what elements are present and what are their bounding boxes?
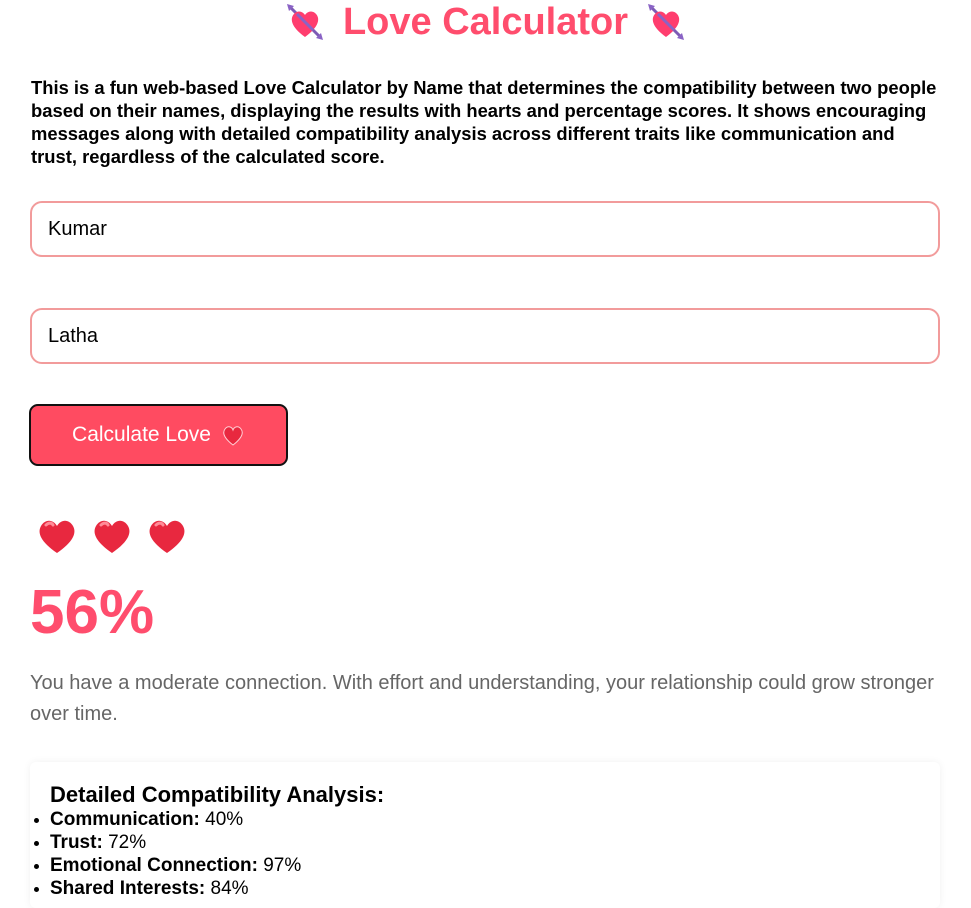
trait-value: 97% <box>263 855 302 876</box>
heart-with-arrow-icon <box>285 2 325 42</box>
heart-icon <box>146 515 188 555</box>
love-percentage: 56% <box>30 578 155 647</box>
second-name-input[interactable] <box>30 308 940 364</box>
trait-label: Communication: <box>50 809 200 830</box>
analysis-title: Detailed Compatibility Analysis: <box>50 782 385 807</box>
trait-label: Emotional Connection: <box>50 855 258 876</box>
calculate-love-label: Calculate Love <box>72 423 211 446</box>
result-hearts <box>36 515 188 555</box>
heart-with-arrow-icon <box>646 2 686 42</box>
trait-value: 72% <box>108 832 147 853</box>
trait-value: 84% <box>210 878 249 899</box>
trait-value: 40% <box>205 809 244 830</box>
list-item <box>50 831 301 854</box>
trait-label: Trust: <box>50 832 103 853</box>
first-name-input[interactable] <box>30 201 940 257</box>
compatibility-analysis <box>30 762 940 908</box>
heart-icon <box>36 515 78 555</box>
heart-icon <box>221 424 245 446</box>
page-title: Love Calculator <box>342 0 629 43</box>
description-text: This is a fun web-based Love Calculator by Name that determines the compatibility between two people based on their names, displaying the results with hearts and percentage scores. It shows encouraging messages along with detailed compatibility analysis across different traits like communication and trust, regardless of the calculated score. <box>31 77 937 167</box>
list-item <box>50 877 301 900</box>
page-header <box>0 0 971 44</box>
list-item <box>50 808 301 831</box>
list-item <box>50 854 301 877</box>
analysis-list <box>50 808 301 900</box>
calculate-love-button[interactable] <box>29 404 288 466</box>
heart-icon <box>91 515 133 555</box>
result-message: You have a moderate connection. With effort and understanding, your relationship could grow stronger over time. <box>30 672 934 725</box>
trait-label: Shared Interests: <box>50 878 206 899</box>
